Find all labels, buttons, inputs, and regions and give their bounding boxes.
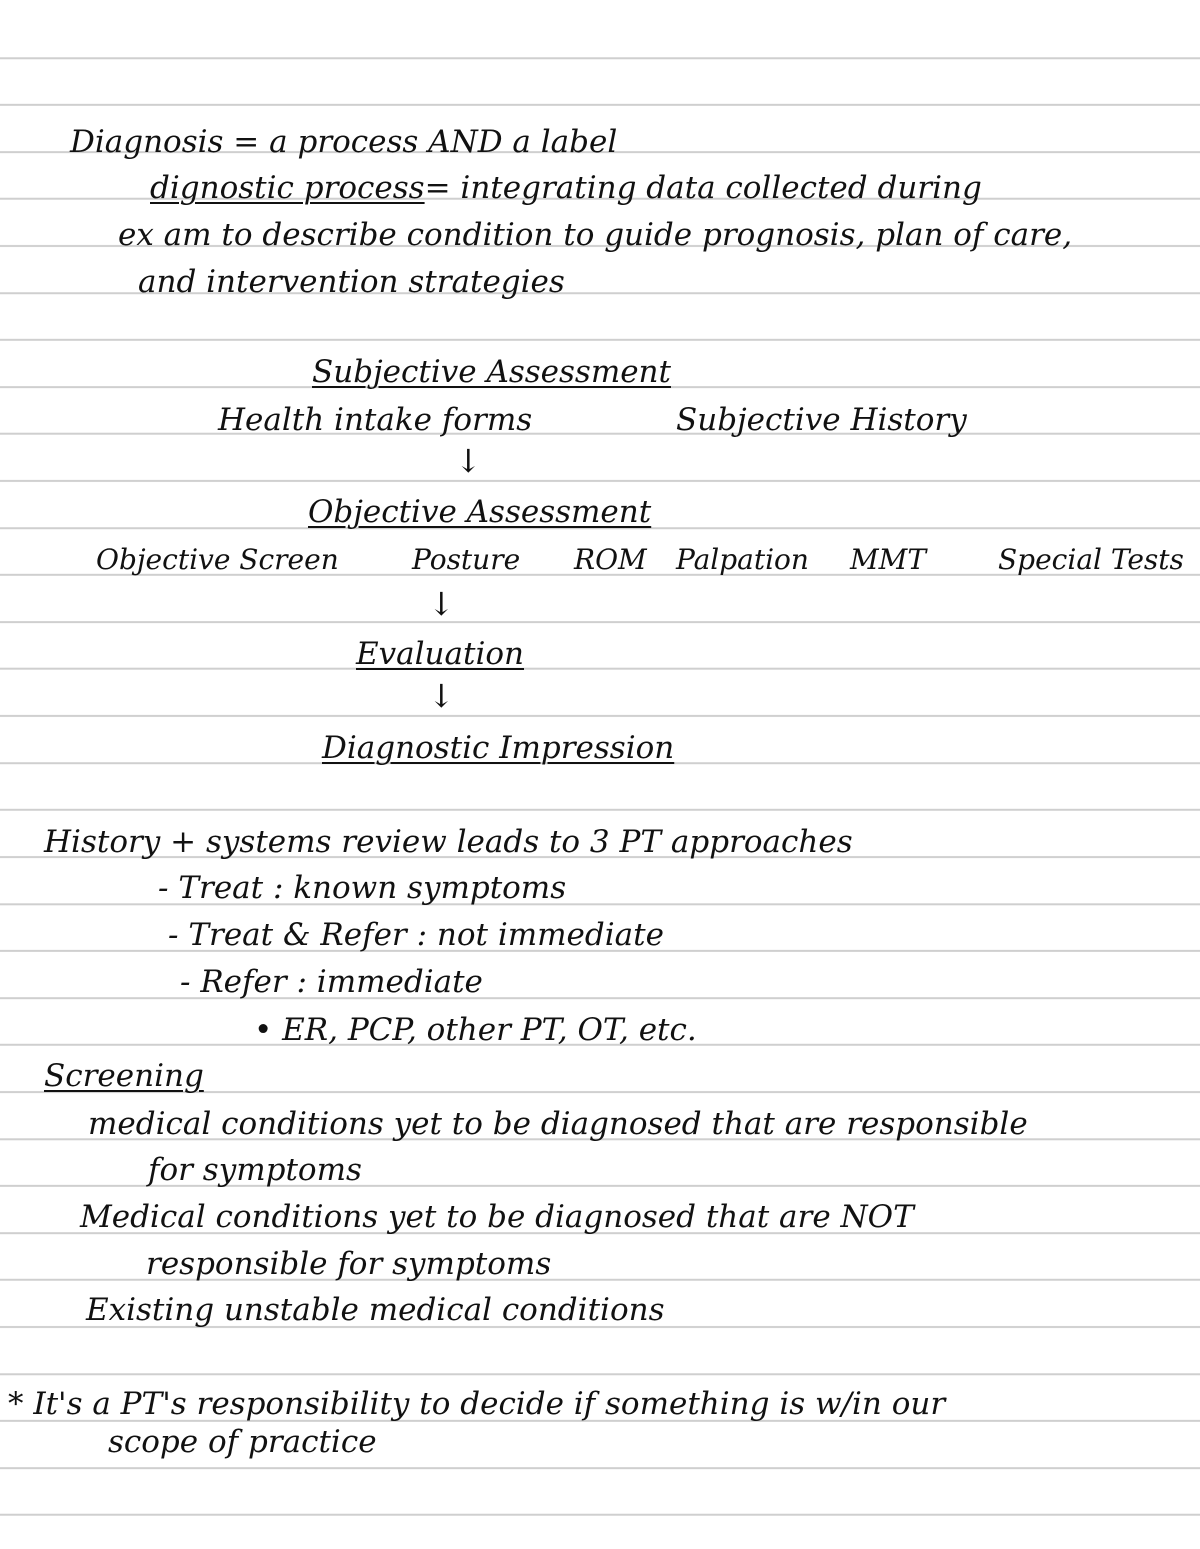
down-arrow-icon: ↓ [455, 442, 482, 480]
objective-item-rom: ROM [574, 543, 647, 576]
screening-line: Existing unstable medical conditions [86, 1292, 665, 1328]
down-arrow-icon: ↓ [428, 677, 455, 715]
process-definition-continued: ex am to describe condition to guide prognosis, plan of care, [118, 217, 1073, 253]
objective-item-palpation: Palpation [676, 543, 809, 576]
screening-line: medical conditions yet to be diagnosed that are responsible [88, 1106, 1028, 1142]
diagnostic-process-term: dignostic process [150, 170, 425, 206]
approach-item: - Refer : immediate [180, 964, 483, 1000]
health-intake-forms: Health intake forms [218, 402, 533, 438]
process-definition-end: and intervention strategies [138, 264, 565, 300]
subjective-history: Subjective History [676, 402, 967, 438]
objective-item-posture: Posture [412, 543, 521, 576]
screening-heading: Screening [44, 1058, 204, 1094]
subjective-assessment-title: Subjective Assessment [312, 354, 671, 390]
screening-line: responsible for symptoms [146, 1246, 552, 1282]
objective-assessment-title: Objective Assessment [308, 494, 652, 530]
down-arrow-icon: ↓ [428, 585, 455, 623]
process-definition-start: = integrating data collected during [424, 170, 982, 206]
approach-item: - Treat : known symptoms [158, 870, 567, 906]
screening-line: for symptoms [148, 1152, 362, 1188]
responsibility-note: * It's a PT's responsibility to decide if something is w/in our [8, 1386, 946, 1422]
approach-item: - Treat & Refer : not immediate [168, 917, 664, 953]
diagnostic-impression-title: Diagnostic Impression [322, 730, 675, 766]
responsibility-note-continued: scope of practice [108, 1424, 377, 1460]
process-definition-line [150, 168, 982, 208]
objective-item-special-tests: Special Tests [998, 543, 1184, 576]
evaluation-title: Evaluation [356, 636, 524, 672]
referral-options: • ER, PCP, other PT, OT, etc. [254, 1012, 697, 1048]
approaches-heading: History + systems review leads to 3 PT approaches [44, 824, 853, 860]
objective-item-screen: Objective Screen [96, 543, 339, 576]
objective-item-mmt: MMT [850, 543, 927, 576]
screening-line: Medical conditions yet to be diagnosed that are NOT [80, 1199, 914, 1235]
intro-line: Diagnosis = a process AND a label [70, 124, 618, 160]
